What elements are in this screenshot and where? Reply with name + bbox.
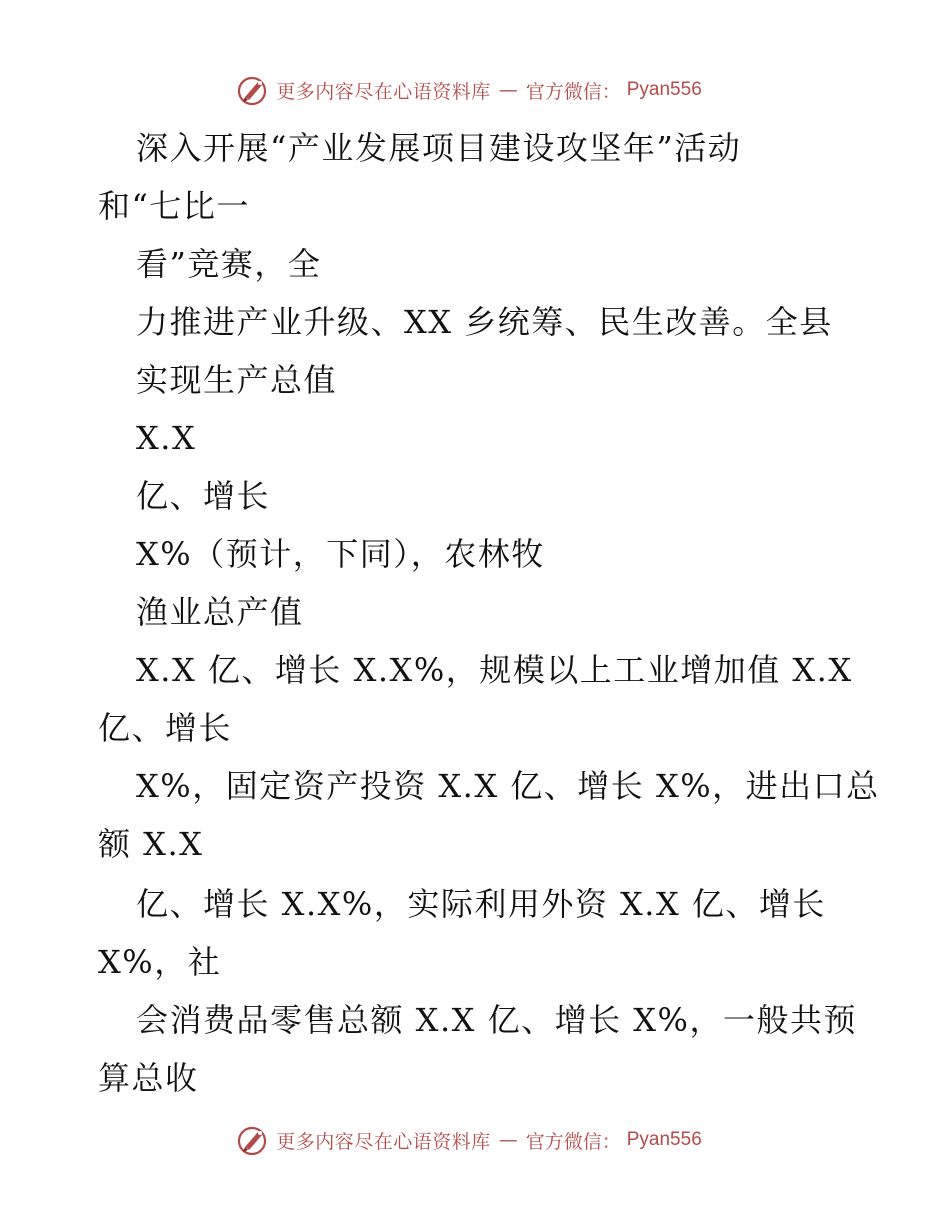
header-wechat-id: Pyan556 — [626, 79, 702, 100]
pen-logo-icon — [236, 73, 270, 107]
text-line: 渔业总产值 — [136, 593, 304, 631]
text-line: 和“七比一 — [98, 187, 250, 225]
header-wechat-label: 官方微信： — [525, 80, 621, 103]
header-banner — [0, 70, 950, 110]
text-line: 实现生产总值 — [136, 361, 338, 399]
footer-wechat-id: Pyan556 — [626, 1129, 702, 1150]
footer-banner-text: 更多内容尽在心语资料库 — [276, 1130, 491, 1153]
text-line: X.X — [136, 419, 197, 457]
text-line: 算总收 — [98, 1059, 199, 1097]
text-line: 深入开展“产业发展项目建设攻坚年”活动 — [136, 129, 742, 167]
header-separator: — — [498, 79, 518, 101]
text-line: 亿、增长 — [136, 477, 271, 515]
footer-wechat-label: 官方微信： — [525, 1130, 621, 1153]
text-line: 亿、增长 — [98, 709, 233, 747]
footer-banner — [0, 1120, 950, 1160]
text-line: X.X 亿、增长 X.X%，规模以上工业增加值 X.X — [136, 651, 853, 689]
text-line: X%，社 — [98, 943, 222, 981]
text-line: X%（预计，下同），农林牧 — [136, 535, 545, 573]
text-line: 额 X.X — [98, 825, 204, 863]
pen-logo-icon — [236, 1123, 270, 1157]
text-line: X%，固定资产投资 X.X 亿、增长 X%，进出口总 — [136, 767, 880, 805]
footer-separator: — — [498, 1129, 518, 1151]
text-line: 力推进产业升级、XX 乡统筹、民生改善。全县 — [136, 303, 833, 341]
header-banner-text: 更多内容尽在心语资料库 — [276, 80, 491, 103]
text-line: 看”竞赛，全 — [136, 245, 322, 283]
footer-banner-content — [236, 1123, 702, 1157]
text-line: 会消费品零售总额 X.X 亿、增长 X%，一般共预 — [136, 1001, 857, 1039]
header-banner-content — [236, 73, 702, 107]
text-line: 亿、增长 X.X%，实际利用外资 X.X 亿、增长 — [136, 885, 826, 923]
